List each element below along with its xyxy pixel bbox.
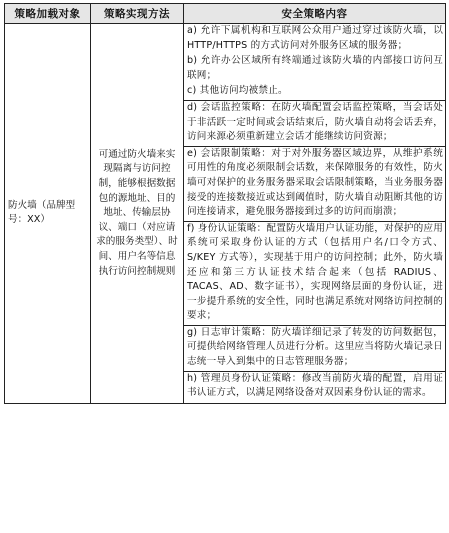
policy-table-container bbox=[4, 3, 446, 404]
policy-method-cell bbox=[91, 24, 184, 404]
policy-item-d: d) 会话监控策略：在防火墙配置会话监控策略，当会话处于非活跃一定时间或会话结束后，防火墙自动将会话丢弃，访问来源必须重新建立会话才能继续访问资源； bbox=[187, 101, 443, 143]
policy-object-cell bbox=[5, 24, 91, 404]
policy-item-c: c) 其他访问均被禁止。 bbox=[187, 85, 288, 97]
policy-item-f: f) 身份认证策略：配置防火墙用户认证功能，对保护的应用系统可采取身份认证的方式（包括用户名/口令方式、S/KEY 方式等），实现基于用户的访问控制；此外，防火墙还应和第三方认证技术结合起来（包括 RADIUS、TACAS、AD、数字证书），实现网络层面的身份认证，进一步提升系统的安全性，同时也满足系统对网络访问控制的要求； bbox=[187, 222, 443, 322]
header-policy-object: 策略加载对象 bbox=[5, 4, 91, 24]
policy-item-e: e) 会话限制策略：对于对外服务器区域边界，从维护系统可用性的角度必须限制会话数，来保障服务的有效性，防火墙可对保护的业务服务器采取会话限制策略，当业务服务器接受的连接数接近或达到阈值时，防火墙自动阻断其他的访问连接请求，避免服务器接到过多的访问而崩溃； bbox=[187, 147, 443, 218]
policy-item-g: g) 日志审计策略：防火墙详细记录了转发的访问数据包，可提供给网络管理人员进行分析。这里应当将防火墙记录日志统一导入到集中的日志管理服务器； bbox=[187, 326, 443, 368]
header-policy-content: 安全策略内容 bbox=[184, 4, 446, 24]
policy-item-b: b) 允许办公区域所有终端通过该防火墙的内部接口访问互联网； bbox=[187, 55, 443, 81]
policy-item-h: h) 管理员身份认证策略：修改当前防火墙的配置，启用证书认证方式，以满足网络设备对双因素身份认证的需求。 bbox=[187, 372, 443, 399]
policy-content-cell bbox=[184, 24, 446, 404]
table-header-row bbox=[5, 4, 446, 24]
table-row bbox=[5, 24, 446, 404]
policy-object: 防火墙（品牌型号：XX） bbox=[8, 199, 76, 226]
policy-method: 可通过防火墙来实现隔离与访问控制，能够根据数据包的源地址、目的地址、传输层协议、端口（对应请求的服务类型）、时间、用户名等信息执行访问控制规则 bbox=[96, 148, 178, 277]
security-policy-table bbox=[4, 3, 446, 404]
header-policy-method: 策略实现方法 bbox=[91, 4, 184, 24]
policy-item-a: a) 允许下属机构和互联网公众用户通过穿过该防火墙，以 HTTP/HTTPS 的方式访问对外服务区域的服务器； bbox=[187, 25, 443, 51]
